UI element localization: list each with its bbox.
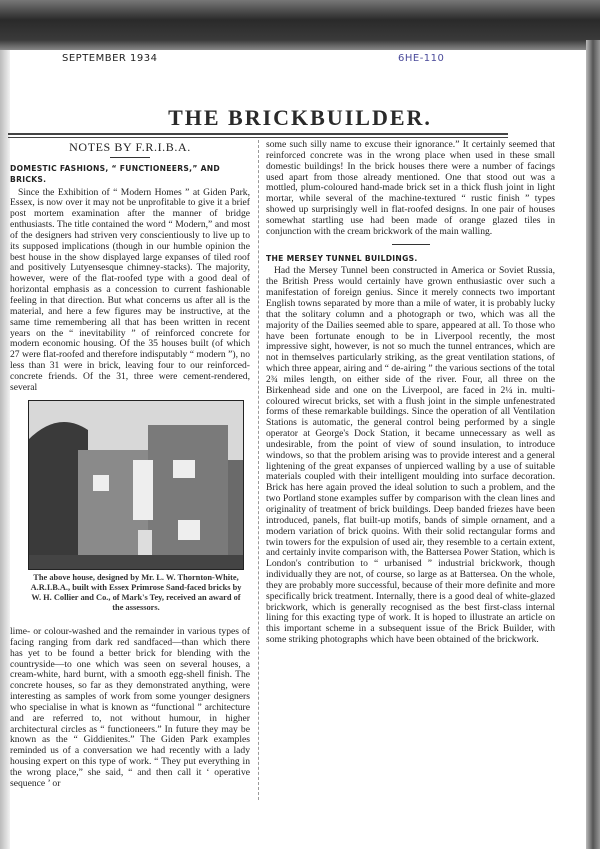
left-column <box>10 140 250 394</box>
section-rule <box>392 244 430 245</box>
column-heading: NOTES BY F.R.I.B.A. <box>69 140 191 154</box>
handwritten-reference: 6HE-110 <box>398 53 445 64</box>
article-paragraph: Since the Exhibition of “ Modern Homes ” at Giden Park, Essex, is now over it may not be unprofitable to give it a brief post mortem examination after the manner of bridge enthusiasts. The title contained the word “ Modern,” and most of the designers had striven very conscientiously to live up to its supposed implications (though in our humble opinion the best house in the show displayed large expanses of tiled roof and positively Lutyensesque chimney-stacks). The majority, however, were of the flat-roofed type with a good deal of horizontal emphasis as a concession to current fashionable feeling in that direction. But what concerns us after all is the material, and here a few figures may be instructive, at the same time remembering all that has been written in recent years on the “ inevitability ” of reinforced concrete for modern economic housing. Of the 35 houses built (of which 27 were flat-roofed and therefore indisputably “ modern ”), no less than 31 were in brick, leaving four to our reinforced-concrete friends. Of the 31, three were cement-rendered, several <box>10 186 250 393</box>
right-column <box>266 140 555 646</box>
column-divider <box>258 140 259 800</box>
article-heading: DOMESTIC FASHIONS, “ FUNCTIONEERS,” AND BRICKS. <box>10 163 221 184</box>
article-paragraph: lime- or colour-washed and the remainder in various types of facing ranging from dark red sandfaced—than which there has yet to be found a better brick for blending with the countryside—to one which was seen on several houses, a cream-white, hard burnt, with a smooth egg-shell finish. The concrete houses, so far as they demonstrated anything, were interesting as samples of work from some younger designers who specialise in what is known as “functional ” architecture and are referred to, not without humour, in higher architectural circles as “ functioneers.” In future they may be known as the “ Giddienites.” The Giden Park examples reminded us of a conversation we had recently with a lady housing expert on this type of work. “ They put everything in the wrong place,” she said, “ and then call it ‘ operative sequence ’ or <box>10 626 250 789</box>
handwritten-date: SEPTEMBER 1934 <box>62 53 158 64</box>
scan-top-edge <box>0 0 600 50</box>
left-column-continued <box>10 627 250 790</box>
heading-rule <box>110 157 150 158</box>
article-paragraph: some such silly name to excuse their ignorance.” It certainly seemed that reinforced concrete was in the wrong place when used in these small domestic buildings! In the brick houses there were a number of facings used apart from those already mentioned. One that stood out was a mottled, plum-coloured hand-made brick set in a thick flush joint in light mortar, while several of the machine-textured “ rustic finish ” types showed up surprisingly well in flat-roofed designs. In one pair of houses somewhat startling use had been made of orange glazed tiles in conjunction with the cream brickwork of the main walling. <box>266 139 555 237</box>
photo-caption: The above house, designed by Mr. L. W. Thornton-White, A.R.I.B.A., built with Essex Primrose Sand-faced bricks by W. H. Collier and Co., of Mark's Tey, received an award of the assessors. <box>30 573 242 612</box>
article-paragraph: Had the Mersey Tunnel been constructed in America or Soviet Russia, the British Press would certainly have grown enthusiastic over such a manifestation of foreign genius. Since it merely connects two important English towns separated by more than a mile of water, it is probably lucky that the solitary column and a photograph or two, which was all the majority of the Dailies seemed able to spare, appeared at all. To those who have been fortunate enough to be in Liverpool recently, the most impressive sight, however, is not so much the tunnel entrances, which are not in themselves particularly striking, as the great ventilation stations, of which three appear, airing and “ de-airing ” the various sections of the total 2¾ miles length, on either side of the river. Four, all three on the Birkenhead side and one on the Liverpool, are faced in 2¼ in. multi-coloured wirecut bricks, set with a flush joint in the simple unfenestrated forms of these remarkable buildings. Since the operation of all Ventilation Stations is automatic, the general control being performed by a single operator at George's Dock Station, it became unnecessary as well as undesirable, from the point of view of sound insulation, to introduce windows, so that the problem arising was to provide interest and a general lightening of the great expanses of unpierced walling by a use of suitable materials coupled with their intelligent moulding into surface decoration. Brick has here again proved the ideal solution to such a problem, and the two Portland stone examples suffer by comparison with the clean lines and originality of treatment of brick buildings. Deep banded friezes have been introduced, panels, flat built-up motifs, bands of simple ornament, and a modern variation of brick quoins. With their solid rectangular forms and twin towers for the expulsion of used air, they resemble to a certain extent, and certainly invite comparison with, the Battersea Power Station, which is London's contribution to “ urbanised ” industrial brickwork, though individually they are not, of course, so large as at Battersea. On the whole, they are probably more successful, because of their more definite and more specifically brick treatment. Internally, there is a good deal of white-glazed brickwork, which is generally recognised as the best first-class internal lining for this exacting type of work. It is hoped to illustrate an article on this important scheme in a subsequent issue of the Brick Builder, with some striking photographs which have been obtained of the brickwork. <box>266 265 555 646</box>
masthead-title: THE BRICKBUILDER. <box>168 105 432 130</box>
scan-right-edge <box>586 40 600 849</box>
house-photograph <box>28 400 244 570</box>
scan-left-edge <box>0 50 10 849</box>
masthead-rule <box>8 133 508 138</box>
article-heading: THE MERSEY TUNNEL BUILDINGS. <box>266 253 418 263</box>
